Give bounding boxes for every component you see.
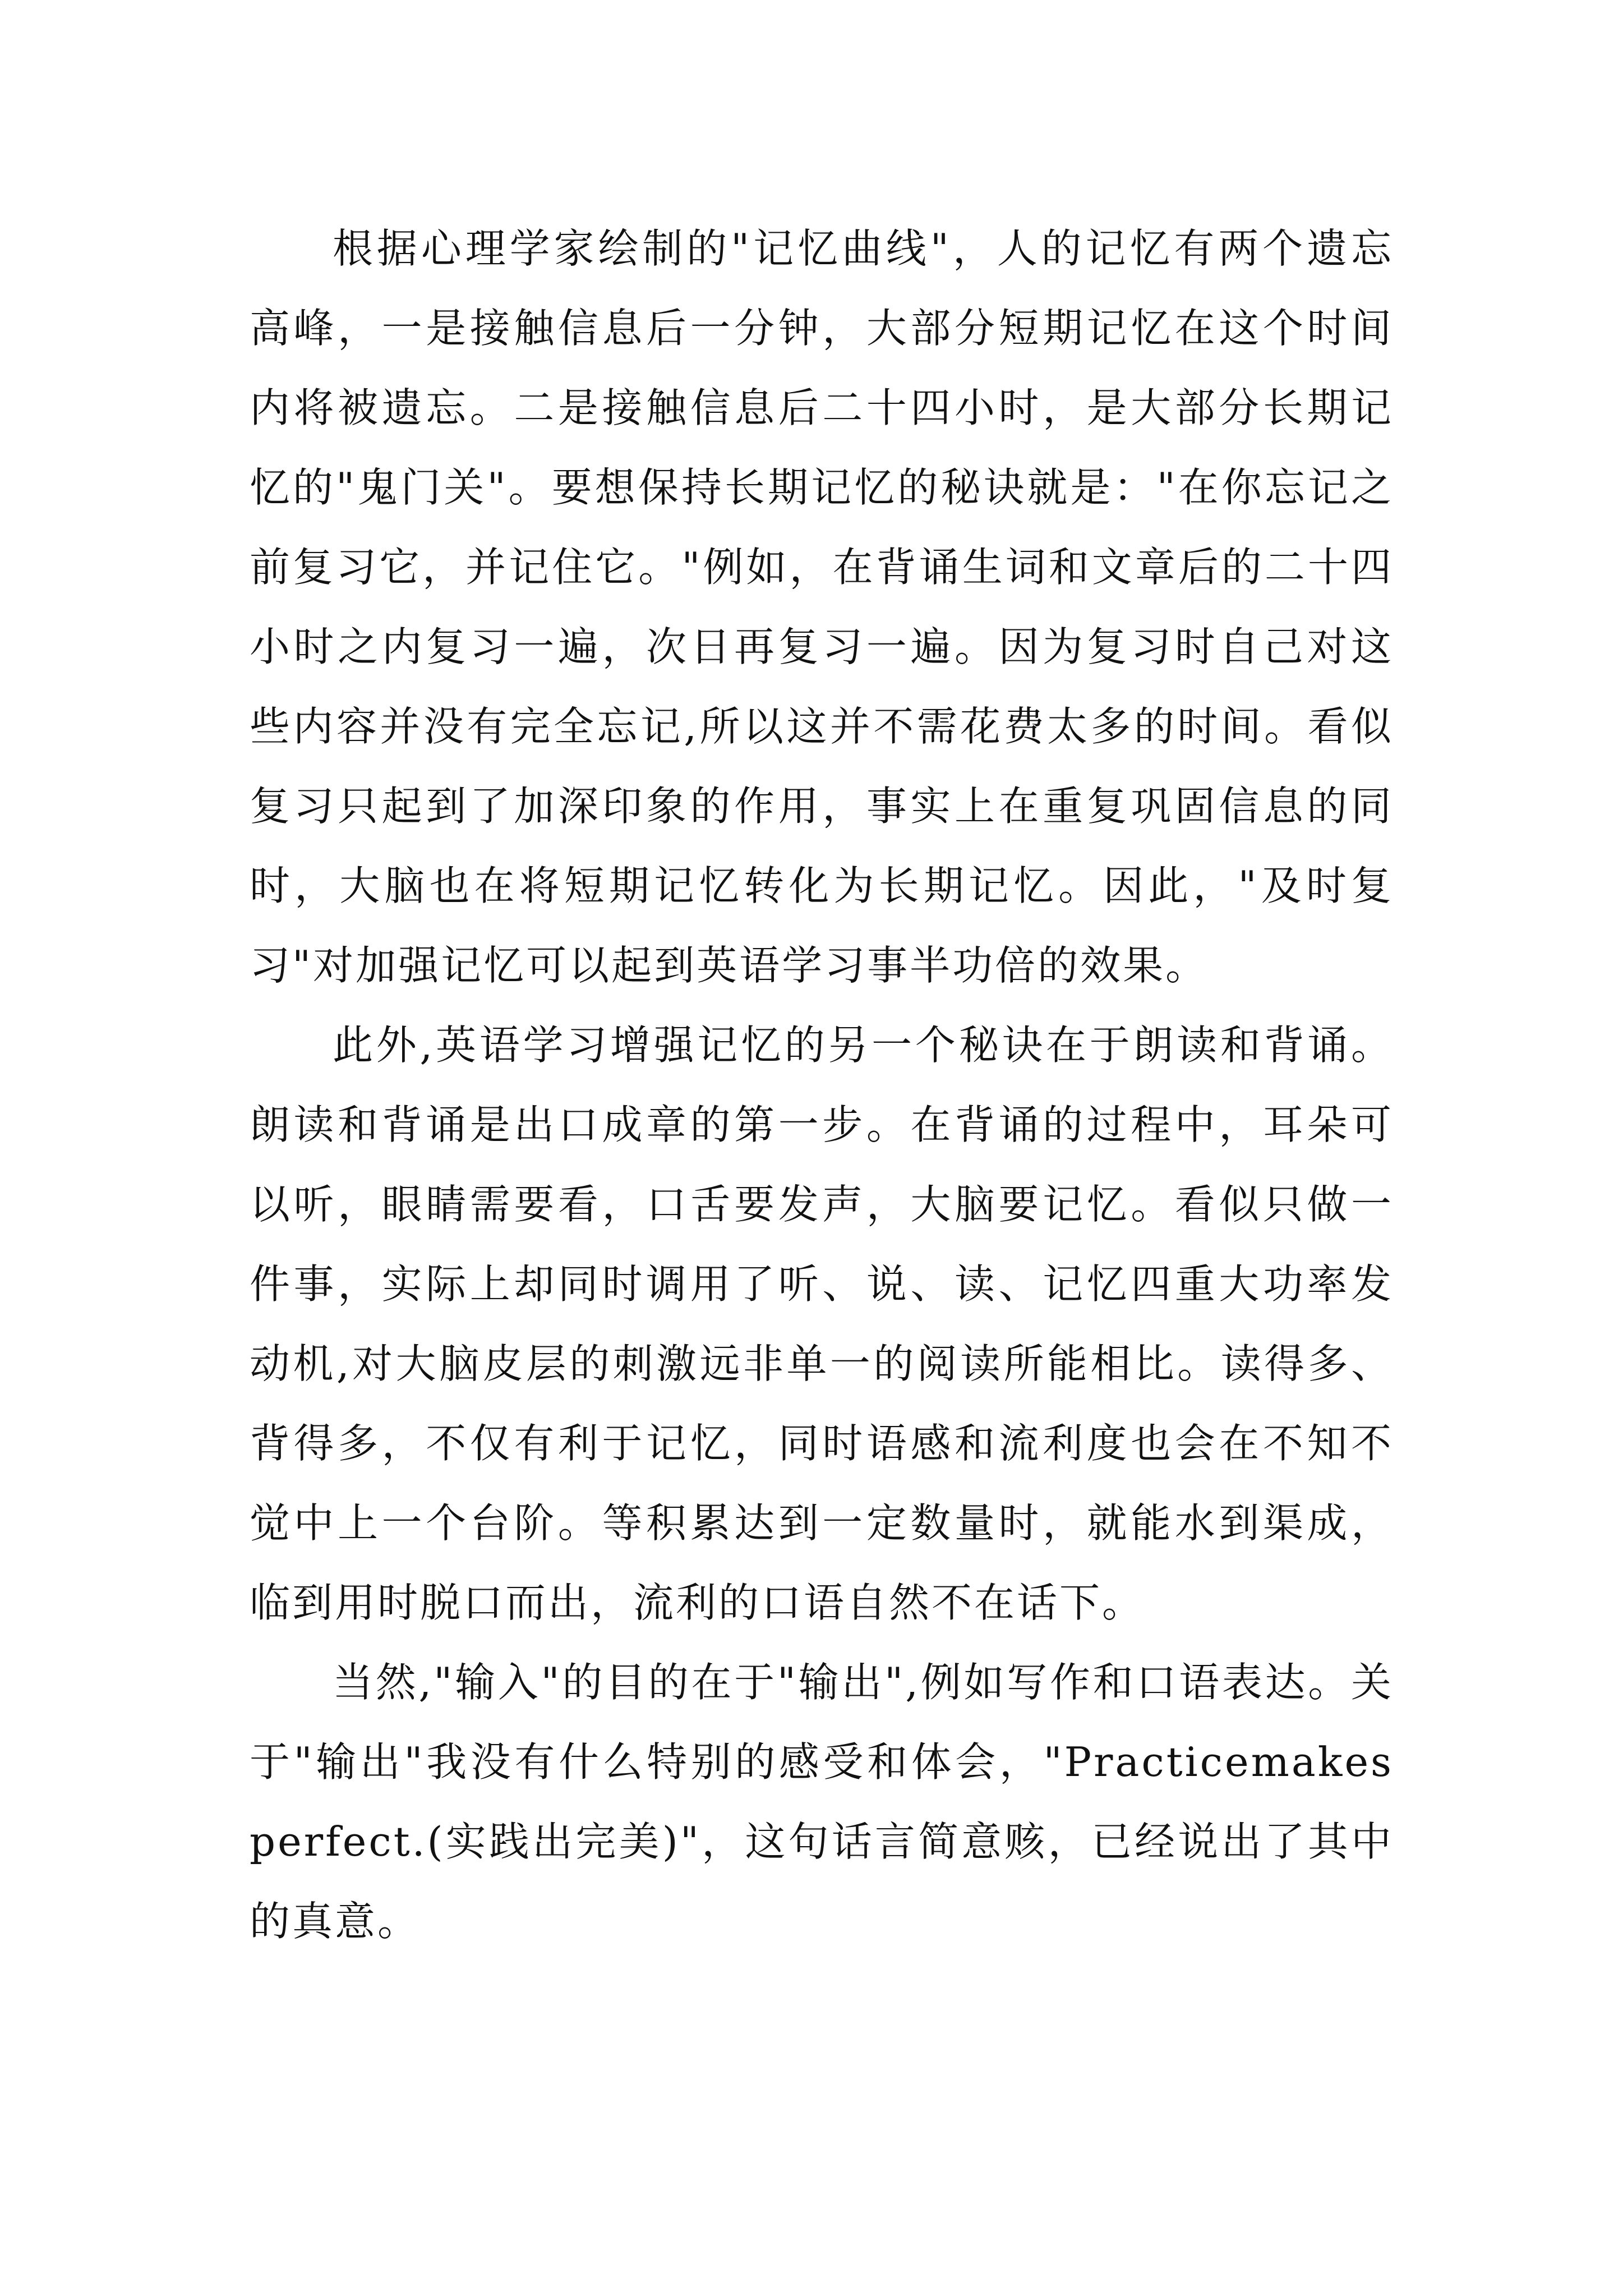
paragraph-2: 此外,英语学习增强记忆的另一个秘诀在于朗读和背诵。朗读和背诵是出口成章的第一步。在背诵的过程中，耳朵可以听，眼睛需要看，口舌要发声，大脑要记忆。看似只做一件事，实际上却同时调用了听、说、读、记忆四重大功率发动机,对大脑皮层的刺激远非单一的阅读所能相比。读得多、背得多，不仅有利于记忆，同时语感和流利度也会在不知不觉中上一个台阶。等积累达到一定数量时，就能水到渠成，临到用时脱口而出，流利的口语自然不在话下。: [250, 1022, 1394, 1626]
paragraph-3: 当然,"输入"的目的在于"输出",例如写作和口语表达。关于"输出"我没有什么特别的感受和体会，"Practicemakesperfect.(实践出完美)"，这句话言简意赅，已经说出了其中的真意。: [250, 1659, 1394, 1945]
document-body: [250, 209, 1394, 1961]
paragraph-1: 根据心理学家绘制的"记忆曲线"，人的记忆有两个遗忘高峰，一是接触信息后一分钟，大部分短期记忆在这个时间内将被遗忘。二是接触信息后二十四小时，是大部分长期记忆的"鬼门关"。要想保持长期记忆的秘诀就是："在你忘记之前复习它，并记住它。"例如，在背诵生词和文章后的二十四小时之内复习一遍，次日再复习一遍。因为复习时自己对这些内容并没有完全忘记,所以这并不需花费太多的时间。看似复习只起到了加深印象的作用，事实上在重复巩固信息的同时，大脑也在将短期记忆转化为长期记忆。因此，"及时复习"对加强记忆可以起到英语学习事半功倍的效果。: [250, 225, 1394, 989]
